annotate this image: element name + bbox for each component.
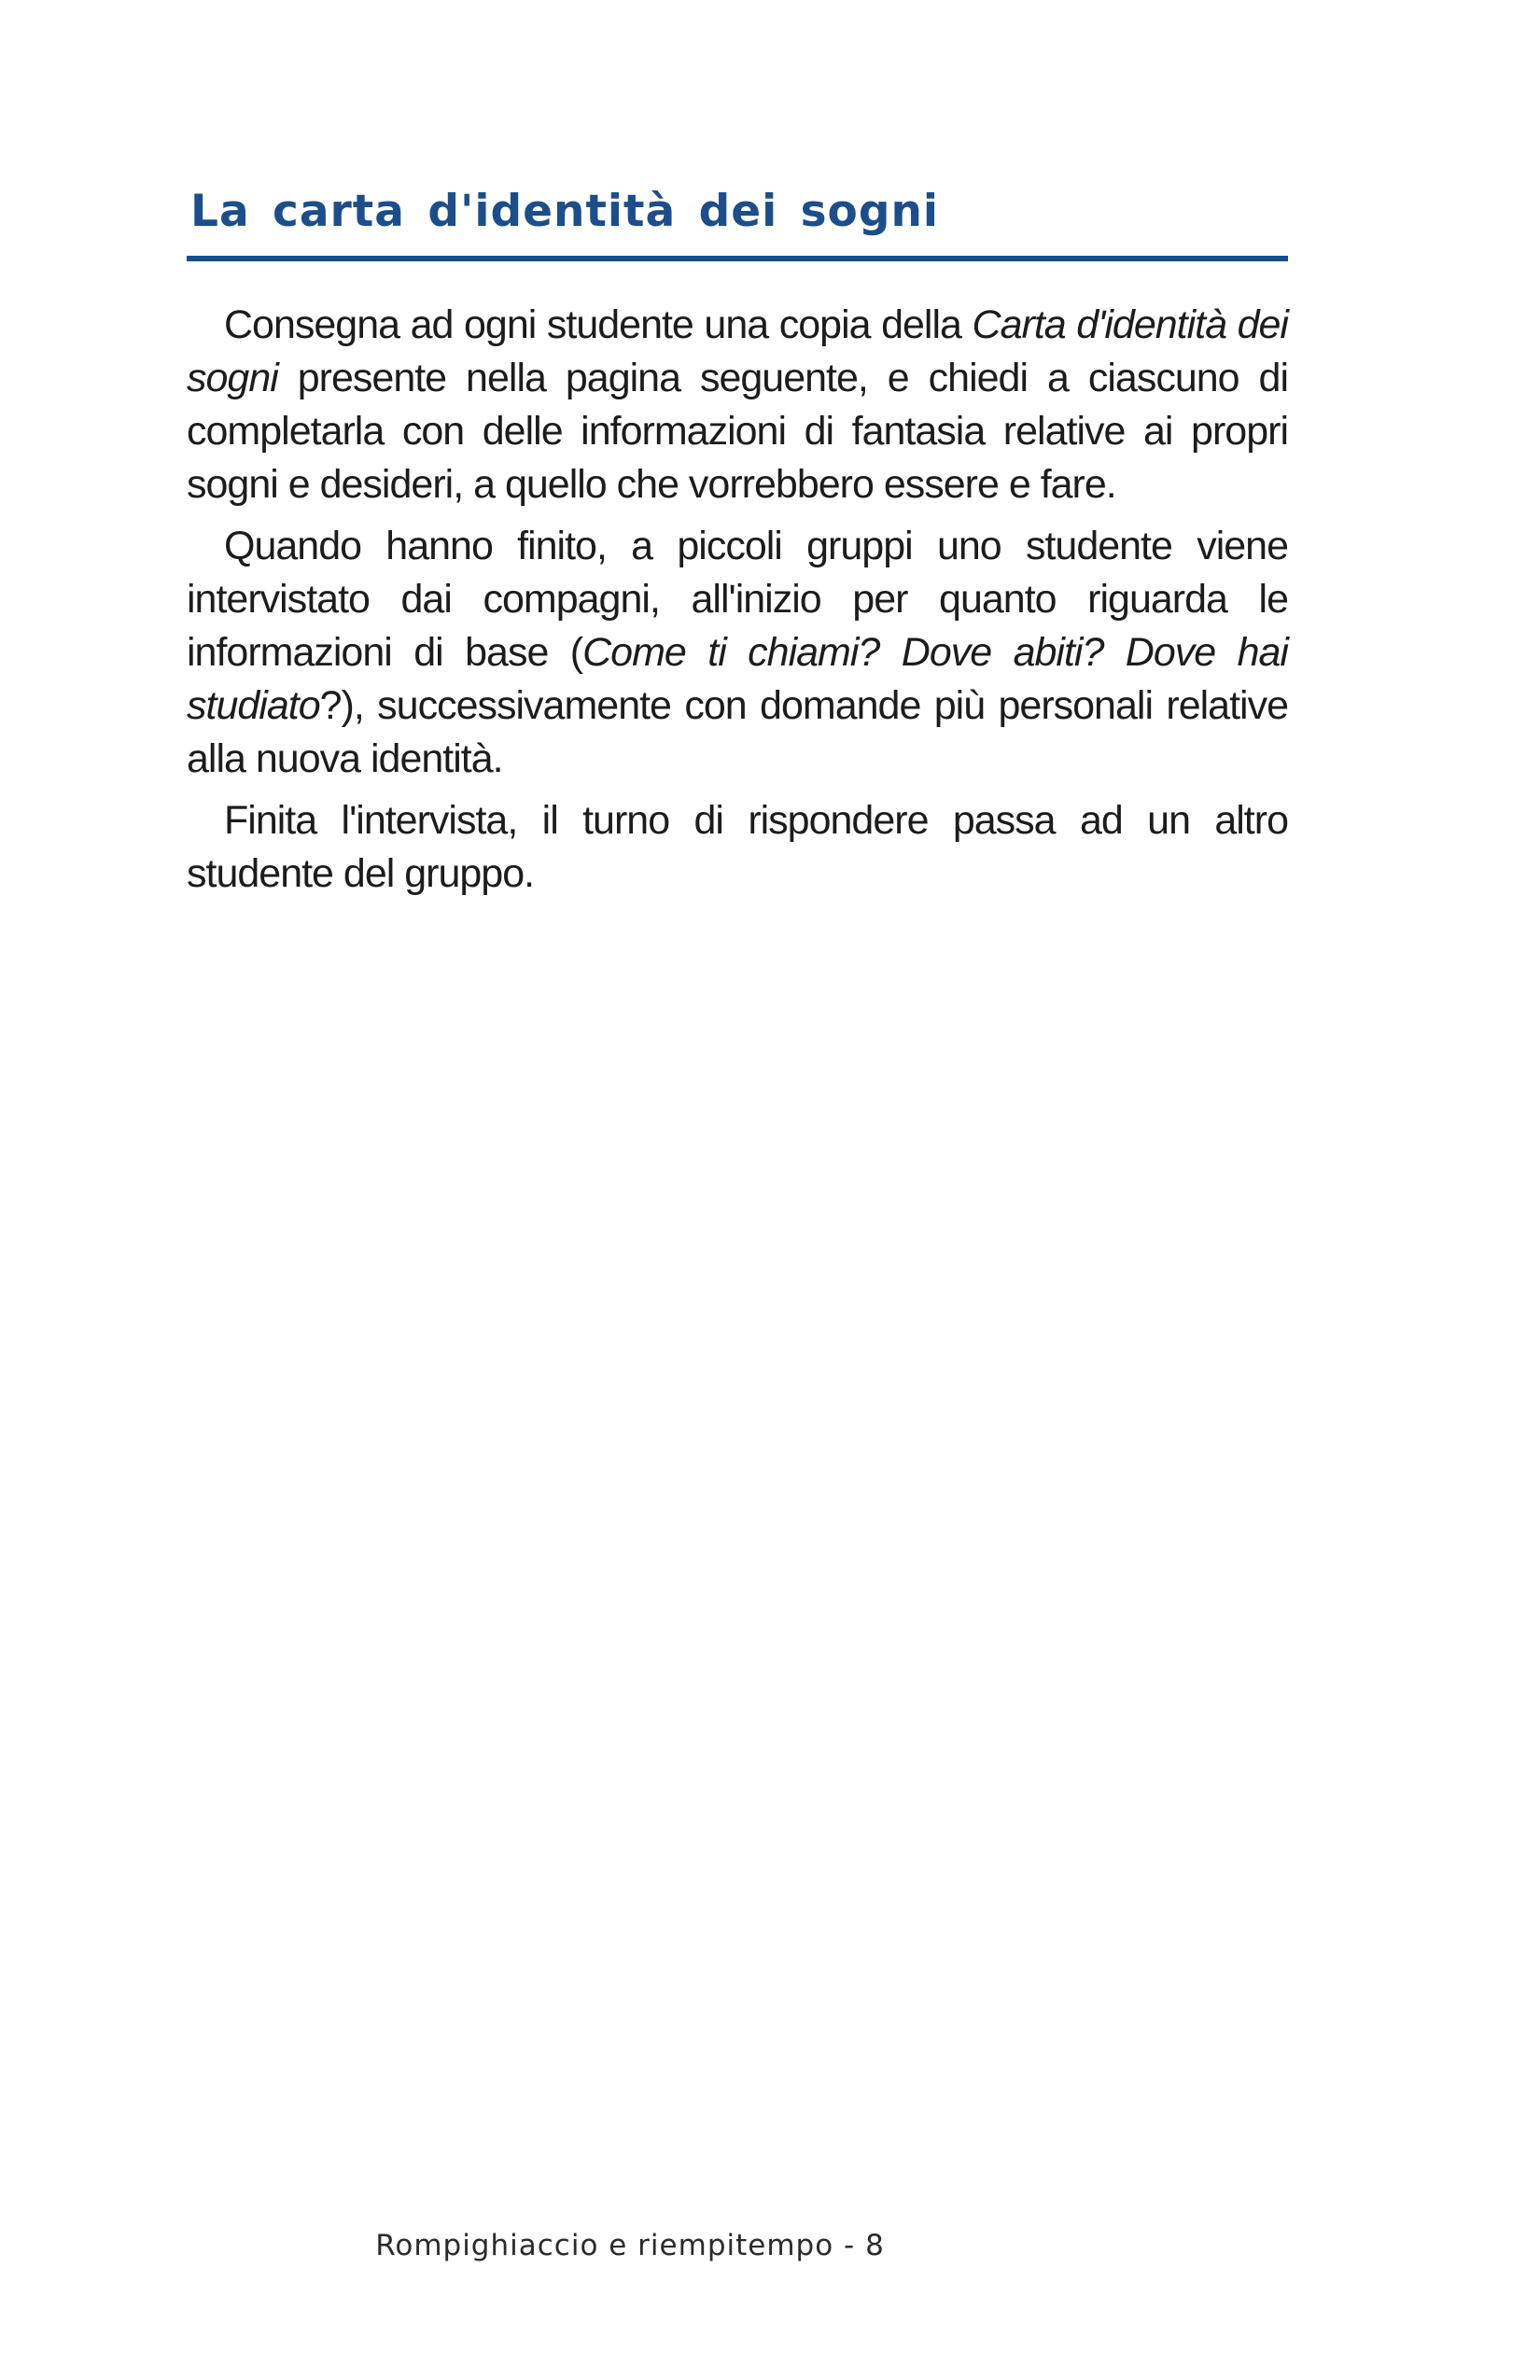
text-segment: Finita l'intervista, il turno di rispondere passa ad un altro studente del gruppo. (187, 798, 1288, 896)
body-text (187, 299, 1288, 901)
page-title: La carta d'identità dei sogni (190, 186, 940, 237)
text-block (187, 183, 1288, 909)
text-segment: Consegna ad ogni studente una copia della (224, 302, 973, 347)
paragraph (187, 794, 1288, 901)
italic-text-segment: Carta d'identità dei sogni (187, 302, 1288, 400)
text-segment: ?), successivamente con domande più personali relative alla nuova identità. (187, 683, 1288, 781)
title-underline-rule (187, 256, 1288, 261)
text-segment: presente nella pagina seguente, e chiedi a ciascuno di completarla con delle informazioni di fantasia relative ai propri sogni e desideri, a quello che vorrebbero essere e fare. (187, 356, 1288, 507)
paragraph (187, 520, 1288, 786)
italic-text-segment: Come ti chiami? Dove abiti? Dove hai studiato (187, 630, 1288, 728)
paragraph (187, 299, 1288, 511)
footer-text: Rompighiaccio e riempitempo - 8 (375, 2229, 885, 2262)
text-segment: Quando hanno finito, a piccoli gruppi uno studente viene intervistato dai compagni, all'inizio per quanto riguarda le informazioni di base ( (187, 524, 1288, 675)
